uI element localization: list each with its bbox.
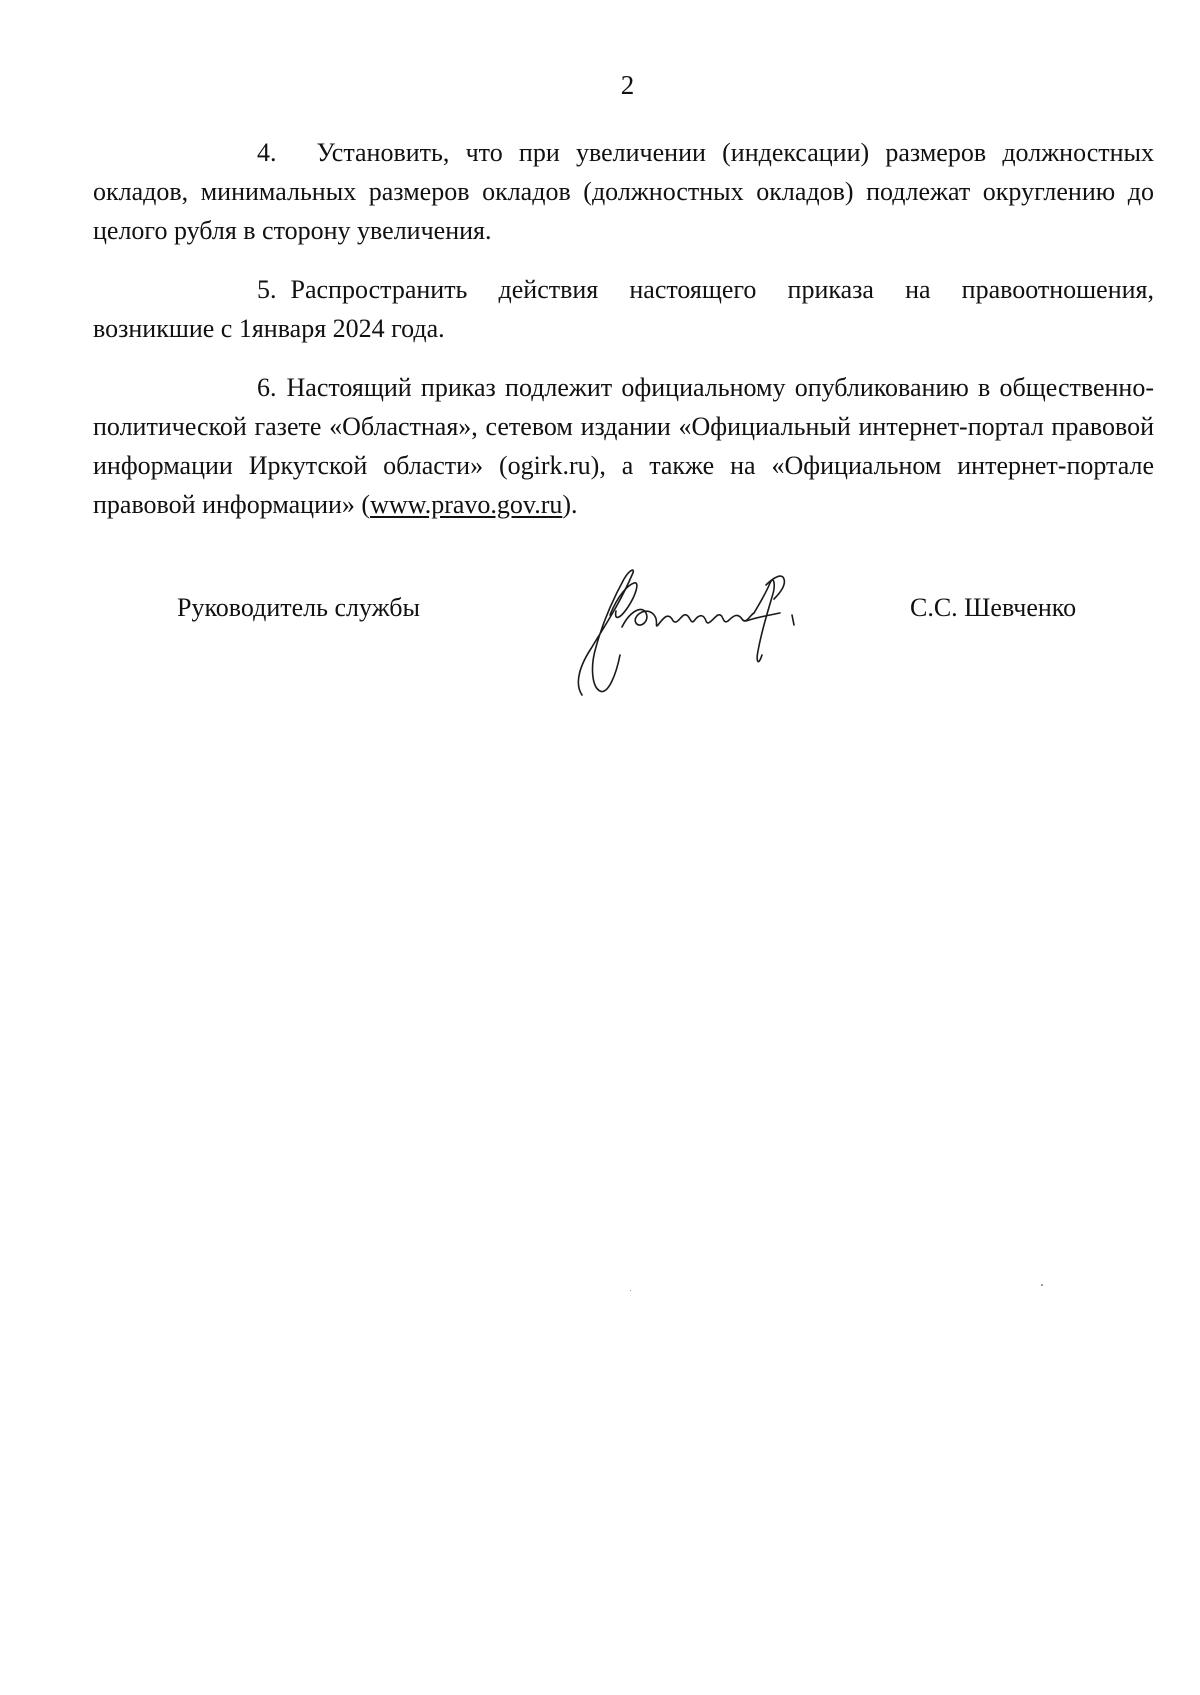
pravo-gov-link[interactable]: www.pravo.gov.ru bbox=[370, 490, 563, 519]
scan-speck bbox=[1041, 1284, 1043, 1286]
paragraph-text: Распространить действия настоящего приказа на правоотношения, возникшие с 1января 2024 года. bbox=[93, 275, 1154, 343]
signatory-name: С.С. Шевченко bbox=[910, 593, 1077, 622]
paragraph-number: 5. bbox=[257, 275, 277, 304]
signatory-position: Руководитель службы bbox=[177, 593, 420, 622]
page-number: 2 bbox=[620, 70, 635, 100]
paragraph-text-end: ). bbox=[562, 490, 578, 519]
paragraph-5 bbox=[93, 270, 1154, 348]
paragraph-number: 6. bbox=[257, 373, 277, 402]
paragraph-number: 4. bbox=[257, 138, 277, 167]
handwritten-signature bbox=[570, 555, 830, 705]
paragraph-4 bbox=[93, 133, 1154, 250]
paragraph-text: Установить, что при увеличении (индексации) размеров должностных окладов, минимальных размеров окладов (должностных окладов) подлежат округлению до целого рубля в сторону увеличения. bbox=[93, 138, 1154, 245]
paragraph-6 bbox=[93, 368, 1154, 524]
paragraph-text: Настоящий приказ подлежит официальному опубликованию в общественно-политической газете «Областная», сетевом издании «Официальный интернет-портал правовой информации Иркутской области» (ogirk.ru), а также на «Официальном интернет-портале правовой информации» ( bbox=[93, 373, 1154, 519]
scan-speck bbox=[630, 1290, 631, 1291]
